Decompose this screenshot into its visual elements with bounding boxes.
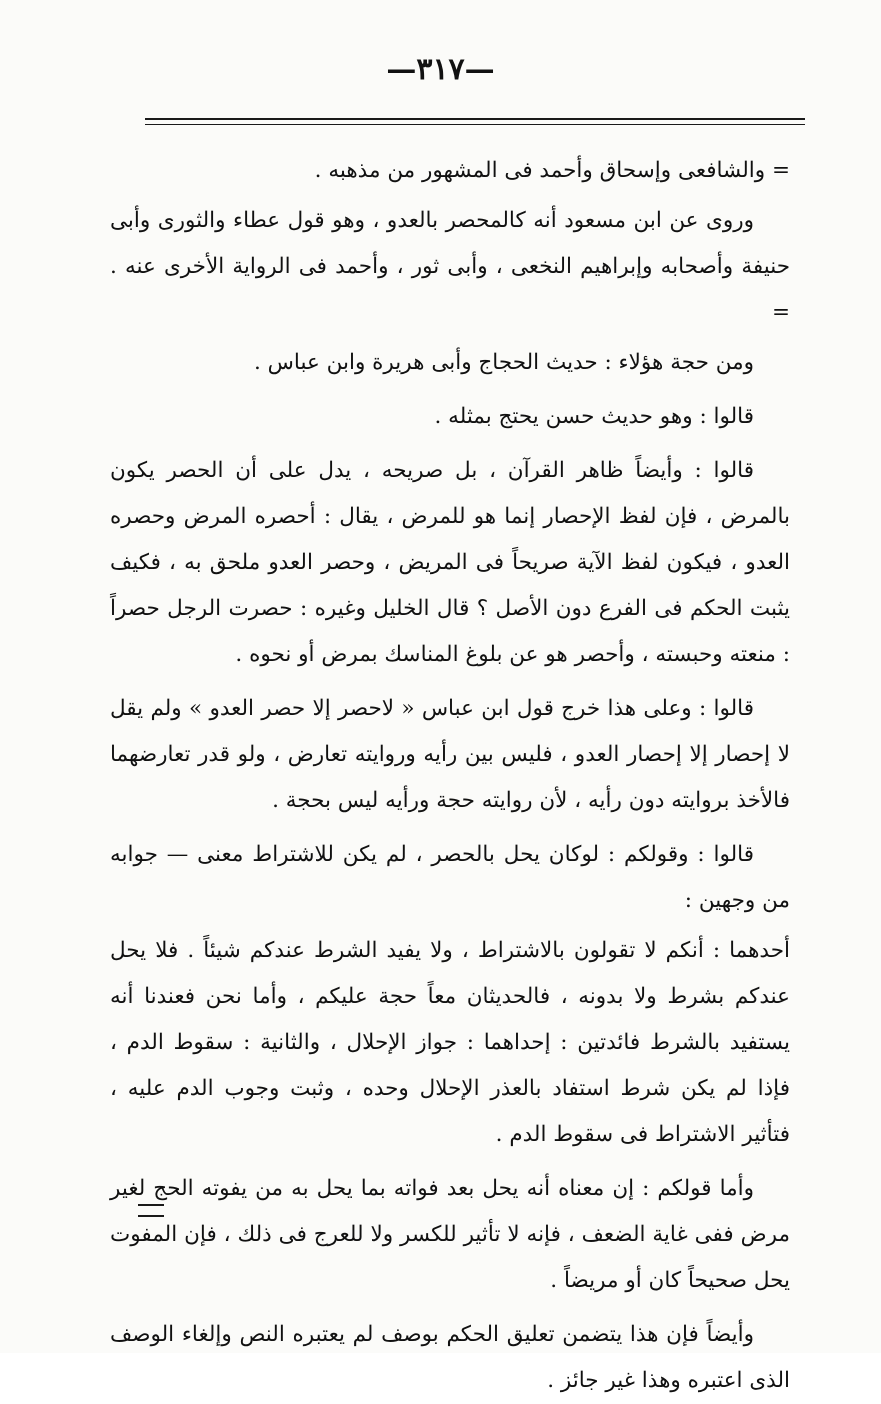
- paragraph: قالوا : وعلى هذا خرج قول ابن عباس « لاحصر إلا حصر العدو » ولم يقل لا إحصار إلا إحصار العدو ، فليس بين رأيه وروايته تعارض ، ولو قدر تعارضهما فالأخذ بروايته دون رأيه ، لأن روايته حجة ورأيه ليس بحجة .: [110, 696, 790, 813]
- header-rule-thin: [145, 124, 805, 125]
- paragraph: قالوا : وهو حديث حسن يحتج بمثله .: [434, 404, 754, 429]
- paragraph: ومن حجة هؤلاء : حديث الحجاج وأبى هريرة وابن عباس .: [254, 350, 754, 375]
- paragraph: قالوا : وأيضاً ظاهر القرآن ، بل صريحه ، يدل على أن الحصر يكون بالمرض ، فإن لفظ الإحصار إنما هو للمرض ، يقال : أحصره المرض وحصره العدو ، فيكون لفظ الآية صريحاً فى المريض ، وحصر العدو ملحق به ، فكيف يثبت الحكم فى الفرع دون الأصل ؟ قال الخليل وغيره : حصرت الرجل حصراً : منعته وحبسته ، وأحصر هو عن بلوغ المناسك بمرض أو نحوه .: [110, 458, 790, 667]
- paragraph: أحدهما : أنكم لا تقولون بالاشتراط ، ولا يفيد الشرط عندكم شيئاً . فلا يحل عندكم بشرط ولا بدونه ، فالحديثان معاً حجة عليكم ، وأما نحن فعندنا أنه يستفيد بالشرط فائدتين : إحداهما : جواز الإحلال ، والثانية : سقوط الدم ، فإذا لم يكن شرط استفاد بالعذر الإحلال وحده ، وثبت وجوب الدم عليه ، فتأثير الاشتراط فى سقوط الدم .: [110, 938, 790, 1147]
- page-number: —٣١٧—: [386, 52, 495, 87]
- paragraph: وأيضاً فإن هذا يتضمن تعليق الحكم بوصف لم يعتبره النص وإلغاء الوصف الذى اعتبره وهذا غير جائز .: [110, 1322, 790, 1393]
- header-rule: [145, 118, 805, 120]
- paragraph-continuation: = والشافعى وإسحاق وأحمد فى المشهور من مذهبه .: [314, 158, 790, 183]
- continuation-mark: [138, 1204, 164, 1217]
- paragraph: وروى عن ابن مسعود أنه كالمحصر بالعدو ، وهو قول عطاء والثورى وأبى حنيفة وأصحابه وإبراهيم النخعى ، وأبى ثور ، وأحمد فى الرواية الأخرى عنه . =: [110, 208, 790, 325]
- paragraph: قالوا : وقولكم : لوكان يحل بالحصر ، لم يكن للاشتراط معنى — جوابه من وجهين :: [110, 842, 790, 913]
- page-body: [110, 148, 790, 1404]
- paragraph: وأما قولكم : إن معناه أنه يحل بعد فواته بما يحل به من يفوته الحج لغير مرض ففى غاية الضعف ، فإنه لا تأثير للكسر ولا للعرج فى ذلك ، فإن المفوت يحل صحيحاً كان أو مريضاً .: [110, 1176, 790, 1293]
